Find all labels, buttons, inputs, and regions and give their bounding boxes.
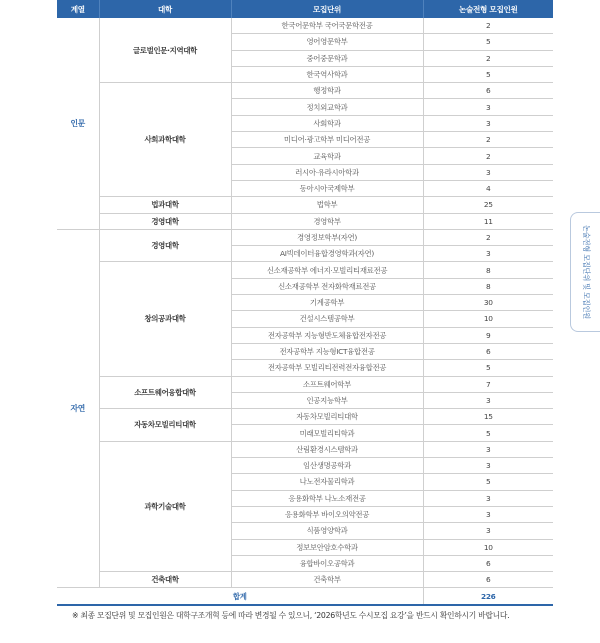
- table-row: [57, 213, 553, 229]
- unit-cell: 정보보안암호수학과: [231, 539, 423, 555]
- quota-cell: 3: [423, 115, 553, 131]
- table-row: [57, 409, 553, 425]
- header-field: 계열: [57, 0, 99, 18]
- footnote: ※ 최종 모집단위 및 모집인원은 대학구조개혁 등에 따라 변경될 수 있으니, ‘2026학년도 수시모집 요강’을 반드시 확인하시기 바랍니다.: [72, 611, 510, 620]
- quota-cell: 25: [423, 197, 553, 213]
- unit-cell: 융합바이오공학과: [231, 555, 423, 571]
- unit-cell: 신소재공학부 전자화학재료전공: [231, 278, 423, 294]
- unit-cell: 미디어·광고학부 미디어전공: [231, 132, 423, 148]
- quota-cell: 2: [423, 148, 553, 164]
- unit-cell: 영어영문학부: [231, 34, 423, 50]
- unit-cell: 식품영양학과: [231, 523, 423, 539]
- table-row: [57, 83, 553, 99]
- college-cell: 경영대학: [99, 229, 231, 262]
- quota-cell: 5: [423, 34, 553, 50]
- college-cell: 창의공과대학: [99, 262, 231, 376]
- quota-cell: 2: [423, 50, 553, 66]
- quota-cell: 2: [423, 229, 553, 245]
- total-value: 226: [423, 588, 553, 606]
- quota-cell: 3: [423, 490, 553, 506]
- unit-cell: 자동차모빌리티대학: [231, 409, 423, 425]
- unit-cell: 사회학과: [231, 115, 423, 131]
- quota-cell: 2: [423, 132, 553, 148]
- unit-cell: 중어중문학과: [231, 50, 423, 66]
- quota-cell: 3: [423, 246, 553, 262]
- quota-cell: 8: [423, 262, 553, 278]
- college-cell: 자동차모빌리티대학: [99, 409, 231, 442]
- unit-cell: 전자공학부 모빌리티전력전자융합전공: [231, 360, 423, 376]
- unit-cell: 정치외교학과: [231, 99, 423, 115]
- quota-cell: 3: [423, 441, 553, 457]
- table-row: [57, 441, 553, 457]
- quota-cell: 10: [423, 539, 553, 555]
- unit-cell: 소프트웨어학부: [231, 376, 423, 392]
- college-cell: 소프트웨어융합대학: [99, 376, 231, 409]
- table-row: [57, 376, 553, 392]
- quota-cell: 8: [423, 278, 553, 294]
- unit-cell: 한국어문학부 국어국문학전공: [231, 18, 423, 34]
- college-cell: 법과대학: [99, 197, 231, 213]
- college-cell: 글로벌인문·지역대학: [99, 18, 231, 83]
- table-row: [57, 572, 553, 588]
- unit-cell: 동아시아국제학부: [231, 180, 423, 196]
- total-label: 합계: [57, 588, 423, 606]
- field-cell: 자연: [57, 229, 99, 588]
- quota-cell: 5: [423, 66, 553, 82]
- unit-cell: 나노전자물리학과: [231, 474, 423, 490]
- quota-cell: 3: [423, 99, 553, 115]
- college-cell: 건축대학: [99, 572, 231, 588]
- unit-cell: 건설시스템공학부: [231, 311, 423, 327]
- quota-cell: 2: [423, 18, 553, 34]
- quota-cell: 5: [423, 425, 553, 441]
- quota-cell: 6: [423, 555, 553, 571]
- side-index-tab-label: 논술전형 모집단위 및 모집인원: [582, 225, 591, 319]
- unit-cell: AI빅데이터융합경영학과(자연): [231, 246, 423, 262]
- unit-cell: 교육학과: [231, 148, 423, 164]
- unit-cell: 미래모빌리티학과: [231, 425, 423, 441]
- table-row: [57, 262, 553, 278]
- unit-cell: 경영정보학부(자연): [231, 229, 423, 245]
- quota-cell: 7: [423, 376, 553, 392]
- unit-cell: 응용화학부 바이오의약전공: [231, 506, 423, 522]
- unit-cell: 기계공학부: [231, 295, 423, 311]
- quota-cell: 15: [423, 409, 553, 425]
- college-cell: 경영대학: [99, 213, 231, 229]
- quota-cell: 9: [423, 327, 553, 343]
- quota-cell: 3: [423, 392, 553, 408]
- quota-cell: 3: [423, 458, 553, 474]
- quota-cell: 11: [423, 213, 553, 229]
- unit-cell: 산림환경시스템학과: [231, 441, 423, 457]
- unit-cell: 인공지능학부: [231, 392, 423, 408]
- quota-cell: 3: [423, 164, 553, 180]
- unit-cell: 러시아·유라시아학과: [231, 164, 423, 180]
- table-body: [57, 18, 553, 605]
- unit-cell: 신소재공학부 에너지·모빌리티재료전공: [231, 262, 423, 278]
- table-header-row: [57, 0, 553, 18]
- quota-cell: 5: [423, 360, 553, 376]
- quota-cell: 6: [423, 572, 553, 588]
- table-row: [57, 18, 553, 34]
- quota-cell: 3: [423, 523, 553, 539]
- header-unit: 모집단위: [231, 0, 423, 18]
- unit-cell: 행정학과: [231, 83, 423, 99]
- header-college: 대학: [99, 0, 231, 18]
- quota-cell: 3: [423, 506, 553, 522]
- total-row: [57, 588, 553, 606]
- unit-cell: 임산생명공학과: [231, 458, 423, 474]
- table-row: [57, 229, 553, 245]
- college-cell: 과학기술대학: [99, 441, 231, 571]
- side-index-tab[interactable]: [570, 212, 600, 332]
- unit-cell: 경영학부: [231, 213, 423, 229]
- field-cell: 인문: [57, 18, 99, 229]
- unit-cell: 응용화학부 나노소재전공: [231, 490, 423, 506]
- quota-cell: 6: [423, 343, 553, 359]
- unit-cell: 법학부: [231, 197, 423, 213]
- quota-cell: 10: [423, 311, 553, 327]
- quota-cell: 4: [423, 180, 553, 196]
- unit-cell: 전자공학부 지능형반도체융합전자전공: [231, 327, 423, 343]
- quota-cell: 5: [423, 474, 553, 490]
- unit-cell: 한국역사학과: [231, 66, 423, 82]
- quota-cell: 6: [423, 83, 553, 99]
- quota-cell: 30: [423, 295, 553, 311]
- table-row: [57, 197, 553, 213]
- header-quota: 논술전형 모집인원: [423, 0, 553, 18]
- admission-quota-table: [57, 0, 553, 606]
- college-cell: 사회과학대학: [99, 83, 231, 197]
- unit-cell: 건축학부: [231, 572, 423, 588]
- unit-cell: 전자공학부 지능형ICT융합전공: [231, 343, 423, 359]
